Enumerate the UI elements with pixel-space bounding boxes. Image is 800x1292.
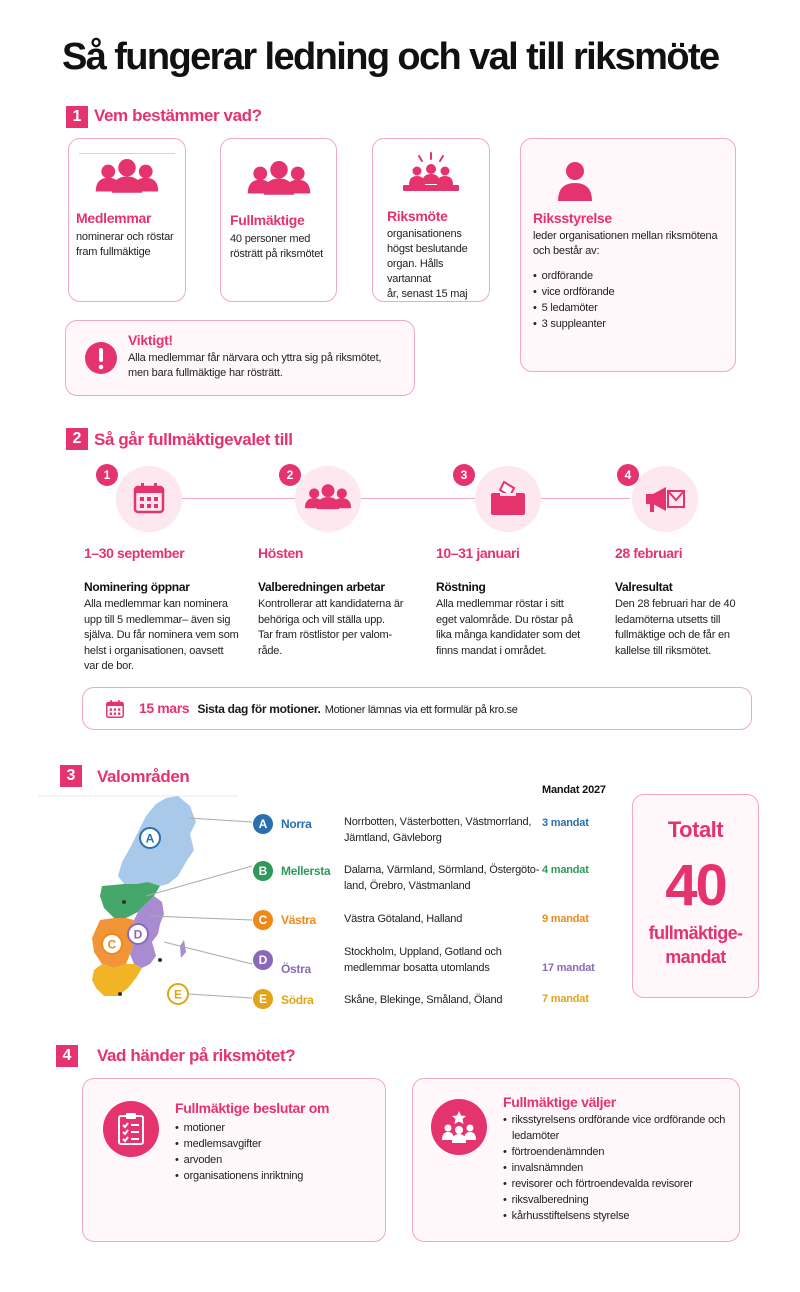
step-icon-bubble xyxy=(116,466,182,532)
step-icon-bubble xyxy=(632,466,698,532)
total-value: 40 xyxy=(665,853,726,918)
list-item: • 5 ledamöter xyxy=(533,300,614,316)
vote-group-icon xyxy=(438,1110,480,1144)
region-name: Östra xyxy=(281,962,311,976)
role-card-riksmote xyxy=(372,138,490,302)
card-text: organisationens högst beslutande organ. Hålls vartannat år, senast 15 maj xyxy=(387,228,468,300)
list-item: • medlemsavgifter xyxy=(175,1136,303,1152)
section-number: 2 xyxy=(66,428,88,450)
step-heading: Valresultat xyxy=(615,580,673,594)
region-letter-e: E xyxy=(253,989,273,1009)
svg-text:A: A xyxy=(145,831,155,846)
step-date: 10–31 januari xyxy=(436,545,520,561)
role-card-fullmaktige xyxy=(220,138,337,302)
step-number: 2 xyxy=(279,464,301,486)
list-item: • organisationens inriktning xyxy=(175,1168,303,1184)
list-item: • riksstyrelsens ordförande vice ordförande och ledamöter xyxy=(503,1112,731,1144)
list-item: • revisorer och förtroendevalda revisorer xyxy=(503,1176,731,1192)
step-number: 1 xyxy=(96,464,118,486)
card-text: nominerar och röstar fram fullmäktige xyxy=(76,231,174,258)
region-mandat: 3 mandat xyxy=(542,817,589,829)
step-icon-bubble xyxy=(295,466,361,532)
exclamation-icon xyxy=(84,341,118,375)
sweden-regions-map xyxy=(38,792,258,1010)
notice-title: Viktigt! xyxy=(128,332,173,348)
card-text: 40 personer med rösträtt på riksmötet xyxy=(230,233,323,260)
list-item: • förtroendenämnden xyxy=(503,1144,731,1160)
region-letter-b: B xyxy=(253,861,273,881)
region-name: Norra xyxy=(281,817,312,831)
list-item: • motioner xyxy=(175,1120,303,1136)
calendar-icon xyxy=(132,481,166,515)
region-letter-c: C xyxy=(253,910,273,930)
svg-text:D: D xyxy=(133,927,143,942)
region-desc: Skåne, Blekinge, Småland, Öland xyxy=(344,994,503,1006)
region-mandat: 17 mandat xyxy=(542,962,595,974)
card-title: Fullmäktige xyxy=(230,212,305,228)
timeline-line xyxy=(180,498,630,499)
total-label: Totalt xyxy=(667,817,724,842)
region-desc: Dalarna, Värmland, Sörmland, Östergöto- land, Örebro, Västmanland xyxy=(344,864,540,892)
group-icon xyxy=(243,161,315,201)
section-number: 1 xyxy=(66,106,88,128)
section-heading: Vad händer på riksmötet? xyxy=(97,1046,296,1065)
card-title: Medlemmar xyxy=(76,210,152,226)
page-title: Så fungerar ledning och val till riksmöte xyxy=(62,36,719,78)
region-desc: Norrbotten, Västerbotten, Västmorrland, Jämtland, Gävleborg xyxy=(344,816,532,844)
list-item: • vice ordförande xyxy=(533,284,614,300)
elects-card xyxy=(412,1078,740,1242)
step-heading: Röstning xyxy=(436,580,486,594)
section-heading: Vem bestämmer vad? xyxy=(94,106,262,125)
region-mandat: 9 mandat xyxy=(542,913,589,925)
card-text: leder organisationen mellan riksmötena och består av: xyxy=(533,230,718,257)
step-number: 3 xyxy=(453,464,475,486)
step-text: Alla medlemmar röstar i sitt eget valområde. Du röstar på lika många kandidater som det finns mandat i området. xyxy=(436,598,581,657)
role-card-medlemmar xyxy=(68,138,186,302)
notice-text: Alla medlemmar får närvara och yttra sig på riksmötet, men bara fullmäktige har rösträtt. xyxy=(128,352,382,379)
region-letter-d: D xyxy=(253,950,273,970)
total-mandates-box xyxy=(632,794,759,998)
region-mandat: 4 mandat xyxy=(542,864,589,876)
calendar-icon xyxy=(105,699,125,719)
list-item: • arvoden xyxy=(175,1152,303,1168)
region-mandat: 7 mandat xyxy=(542,993,589,1005)
deadline-banner xyxy=(82,687,752,730)
section-number: 3 xyxy=(60,765,82,787)
step-heading: Valberedningen arbetar xyxy=(258,580,385,594)
important-notice xyxy=(65,320,415,396)
region-name: Mellersta xyxy=(281,864,331,878)
card-title: Riksmöte xyxy=(387,208,448,224)
region-name: Västra xyxy=(281,913,316,927)
step-text: Den 28 februari har de 40 ledamöterna utsetts till fullmäktige och de får en kallelse till riksmötet. xyxy=(615,598,736,657)
board-members-list xyxy=(533,268,614,332)
card-title: Riksstyrelse xyxy=(533,210,612,226)
section-heading: Valområden xyxy=(97,767,190,786)
total-unit: fullmäktige- mandat xyxy=(648,923,743,967)
list-item: • kårhusstiftelsens styrelse xyxy=(503,1208,731,1224)
list-item: • riksvalberedning xyxy=(503,1192,731,1208)
elects-list xyxy=(503,1112,731,1224)
decides-card xyxy=(82,1078,386,1242)
step-number: 4 xyxy=(617,464,639,486)
region-letter-a: A xyxy=(253,814,273,834)
person-icon xyxy=(555,159,595,203)
mandat-header: Mandat 2027 xyxy=(542,784,606,796)
section-heading: Så går fullmäktigevalet till xyxy=(94,430,293,449)
region-name: Södra xyxy=(281,993,314,1007)
svg-text:E: E xyxy=(173,987,183,1002)
list-item: • ordförande xyxy=(533,268,614,284)
step-heading: Nominering öppnar xyxy=(84,580,190,594)
list-item: • invalsnämnden xyxy=(503,1160,731,1176)
step-date: 1–30 september xyxy=(84,545,185,561)
card-title: Fullmäktige beslutar om xyxy=(175,1100,330,1116)
assembly-icon xyxy=(395,151,467,197)
step-date: 28 februari xyxy=(615,545,683,561)
role-card-riksstyrelse xyxy=(520,138,736,372)
megaphone-icon xyxy=(644,483,686,515)
card-title: Fullmäktige väljer xyxy=(503,1094,616,1110)
decides-list xyxy=(175,1120,303,1184)
clipboard-checklist-icon xyxy=(117,1112,145,1146)
region-desc: Västra Götaland, Halland xyxy=(344,913,463,925)
deadline-text: 15 mars Sista dag för motioner. Motioner lämnas via ett formulär på kro.se xyxy=(139,700,518,716)
step-text: Kontrollerar att kandidaterna är behöriga och vill ställa upp. Tar fram röstlistor per valom- råde. xyxy=(258,598,404,657)
svg-text:C: C xyxy=(107,937,117,952)
step-date: Hösten xyxy=(258,545,304,561)
icon-circle xyxy=(431,1099,487,1155)
region-desc: Stockholm, Uppland, Gotland och medlemmar bosatta utomlands xyxy=(344,946,502,974)
group-icon xyxy=(91,159,163,199)
step-icon-bubble xyxy=(475,466,541,532)
step-text: Alla medlemmar kan nominera upp till 5 medlemmar– även sig själva. Du får nominera vem som helst i organisationen, oavsett var de bor. xyxy=(84,598,239,672)
ballot-box-icon xyxy=(488,478,528,518)
section-number: 4 xyxy=(56,1045,78,1067)
icon-circle xyxy=(103,1101,159,1157)
group-icon xyxy=(304,483,352,515)
list-item: • 3 suppleanter xyxy=(533,316,614,332)
